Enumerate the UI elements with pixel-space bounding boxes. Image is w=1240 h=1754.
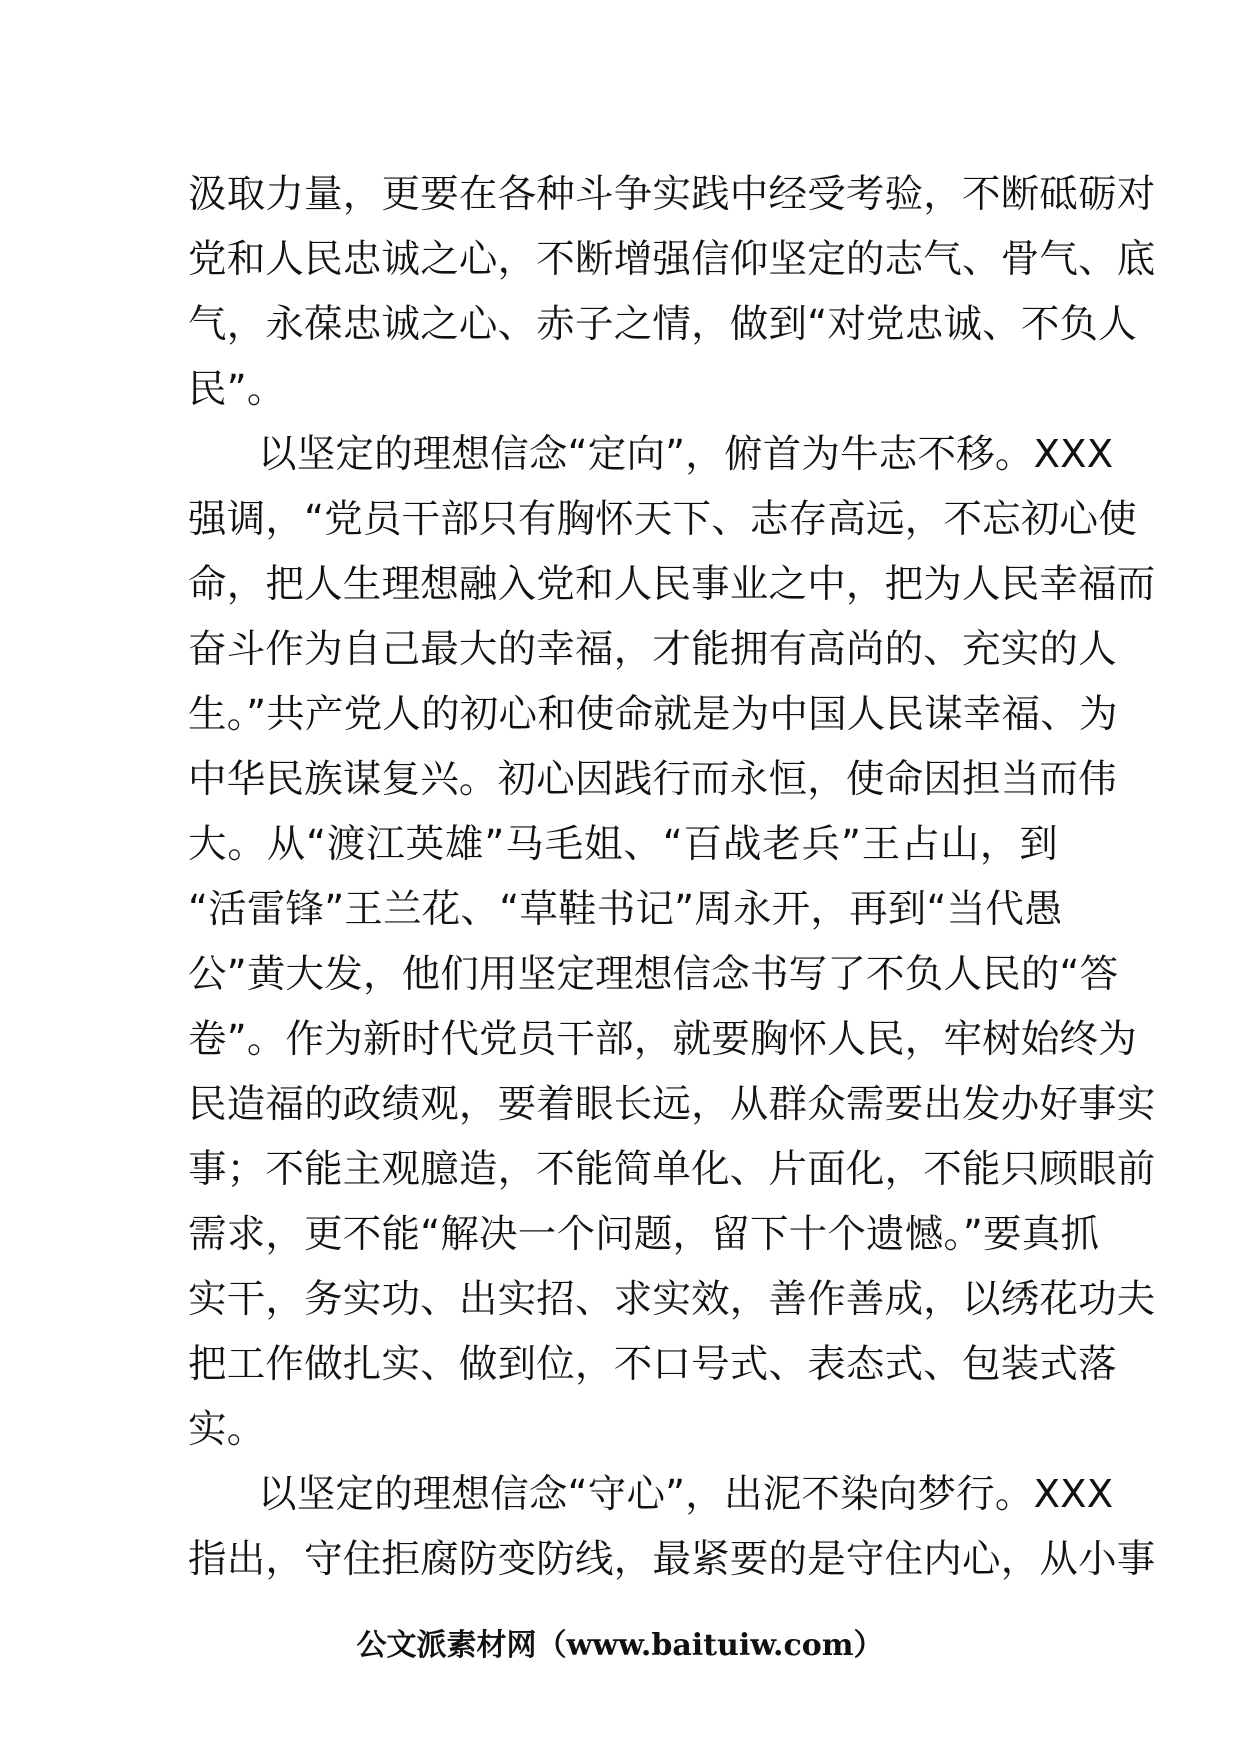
text-line: 需求，更不能“解决一个问题，留下十个遗憾。”要真抓 [188, 1212, 1100, 1257]
text-line: 卷”。作为新时代党员干部，就要胸怀人民，牢树始终为 [188, 1017, 1137, 1062]
paragraph-start-line: 以坚定的理想信念“守心”，出泥不染向梦行。XXX [258, 1472, 1114, 1517]
text-line: 大。从“渡江英雄”马毛姐、“百战老兵”王占山，到 [188, 822, 1058, 867]
text-line: 生。”共产党人的初心和使命就是为中国人民谋幸福、为 [188, 692, 1118, 737]
text-line: 气，永葆忠诚之心、赤子之情，做到“对党忠诚、不负人 [188, 302, 1137, 347]
text-line: 中华民族谋复兴。初心因践行而永恒，使命因担当而伟 [188, 757, 1117, 802]
text-line: 命，把人生理想融入党和人民事业之中，把为人民幸福而 [188, 562, 1156, 607]
text-line: 指出，守住拒腐防变防线，最紧要的是守住内心，从小事 [188, 1537, 1156, 1582]
text-line: 实。 [188, 1407, 266, 1452]
text-line: 民造福的政绩观，要着眼长远，从群众需要出发办好事实 [188, 1082, 1156, 1127]
text-line: 奋斗作为自己最大的幸福，才能拥有高尚的、充实的人 [188, 627, 1117, 672]
text-line: 实干，务实功、出实招、求实效，善作善成，以绣花功夫 [188, 1277, 1156, 1322]
text-line: 党和人民忠诚之心，不断增强信仰坚定的志气、骨气、底 [188, 237, 1156, 282]
text-line: 强调，“党员干部只有胸怀天下、志存高远，不忘初心使 [188, 497, 1137, 542]
text-line: 公”黄大发，他们用坚定理想信念书写了不负人民的“答 [188, 952, 1119, 997]
body-text [188, 162, 1156, 1592]
footer-watermark: 公文派素材网（www.baituiw.com） [356, 1628, 884, 1663]
text-line: 事；不能主观臆造，不能简单化、片面化，不能只顾眼前 [188, 1147, 1156, 1192]
text-line: “活雷锋”王兰花、“草鞋书记”周永开，再到“当代愚 [188, 887, 1063, 932]
text-line: 民”。 [188, 367, 286, 412]
text-line: 汲取力量，更要在各种斗争实践中经受考验，不断砥砺对 [188, 172, 1156, 217]
text-line: 把工作做扎实、做到位，不口号式、表态式、包装式落 [188, 1342, 1117, 1387]
paragraph-start-line: 以坚定的理想信念“定向”，俯首为牛志不移。XXX [258, 432, 1114, 477]
